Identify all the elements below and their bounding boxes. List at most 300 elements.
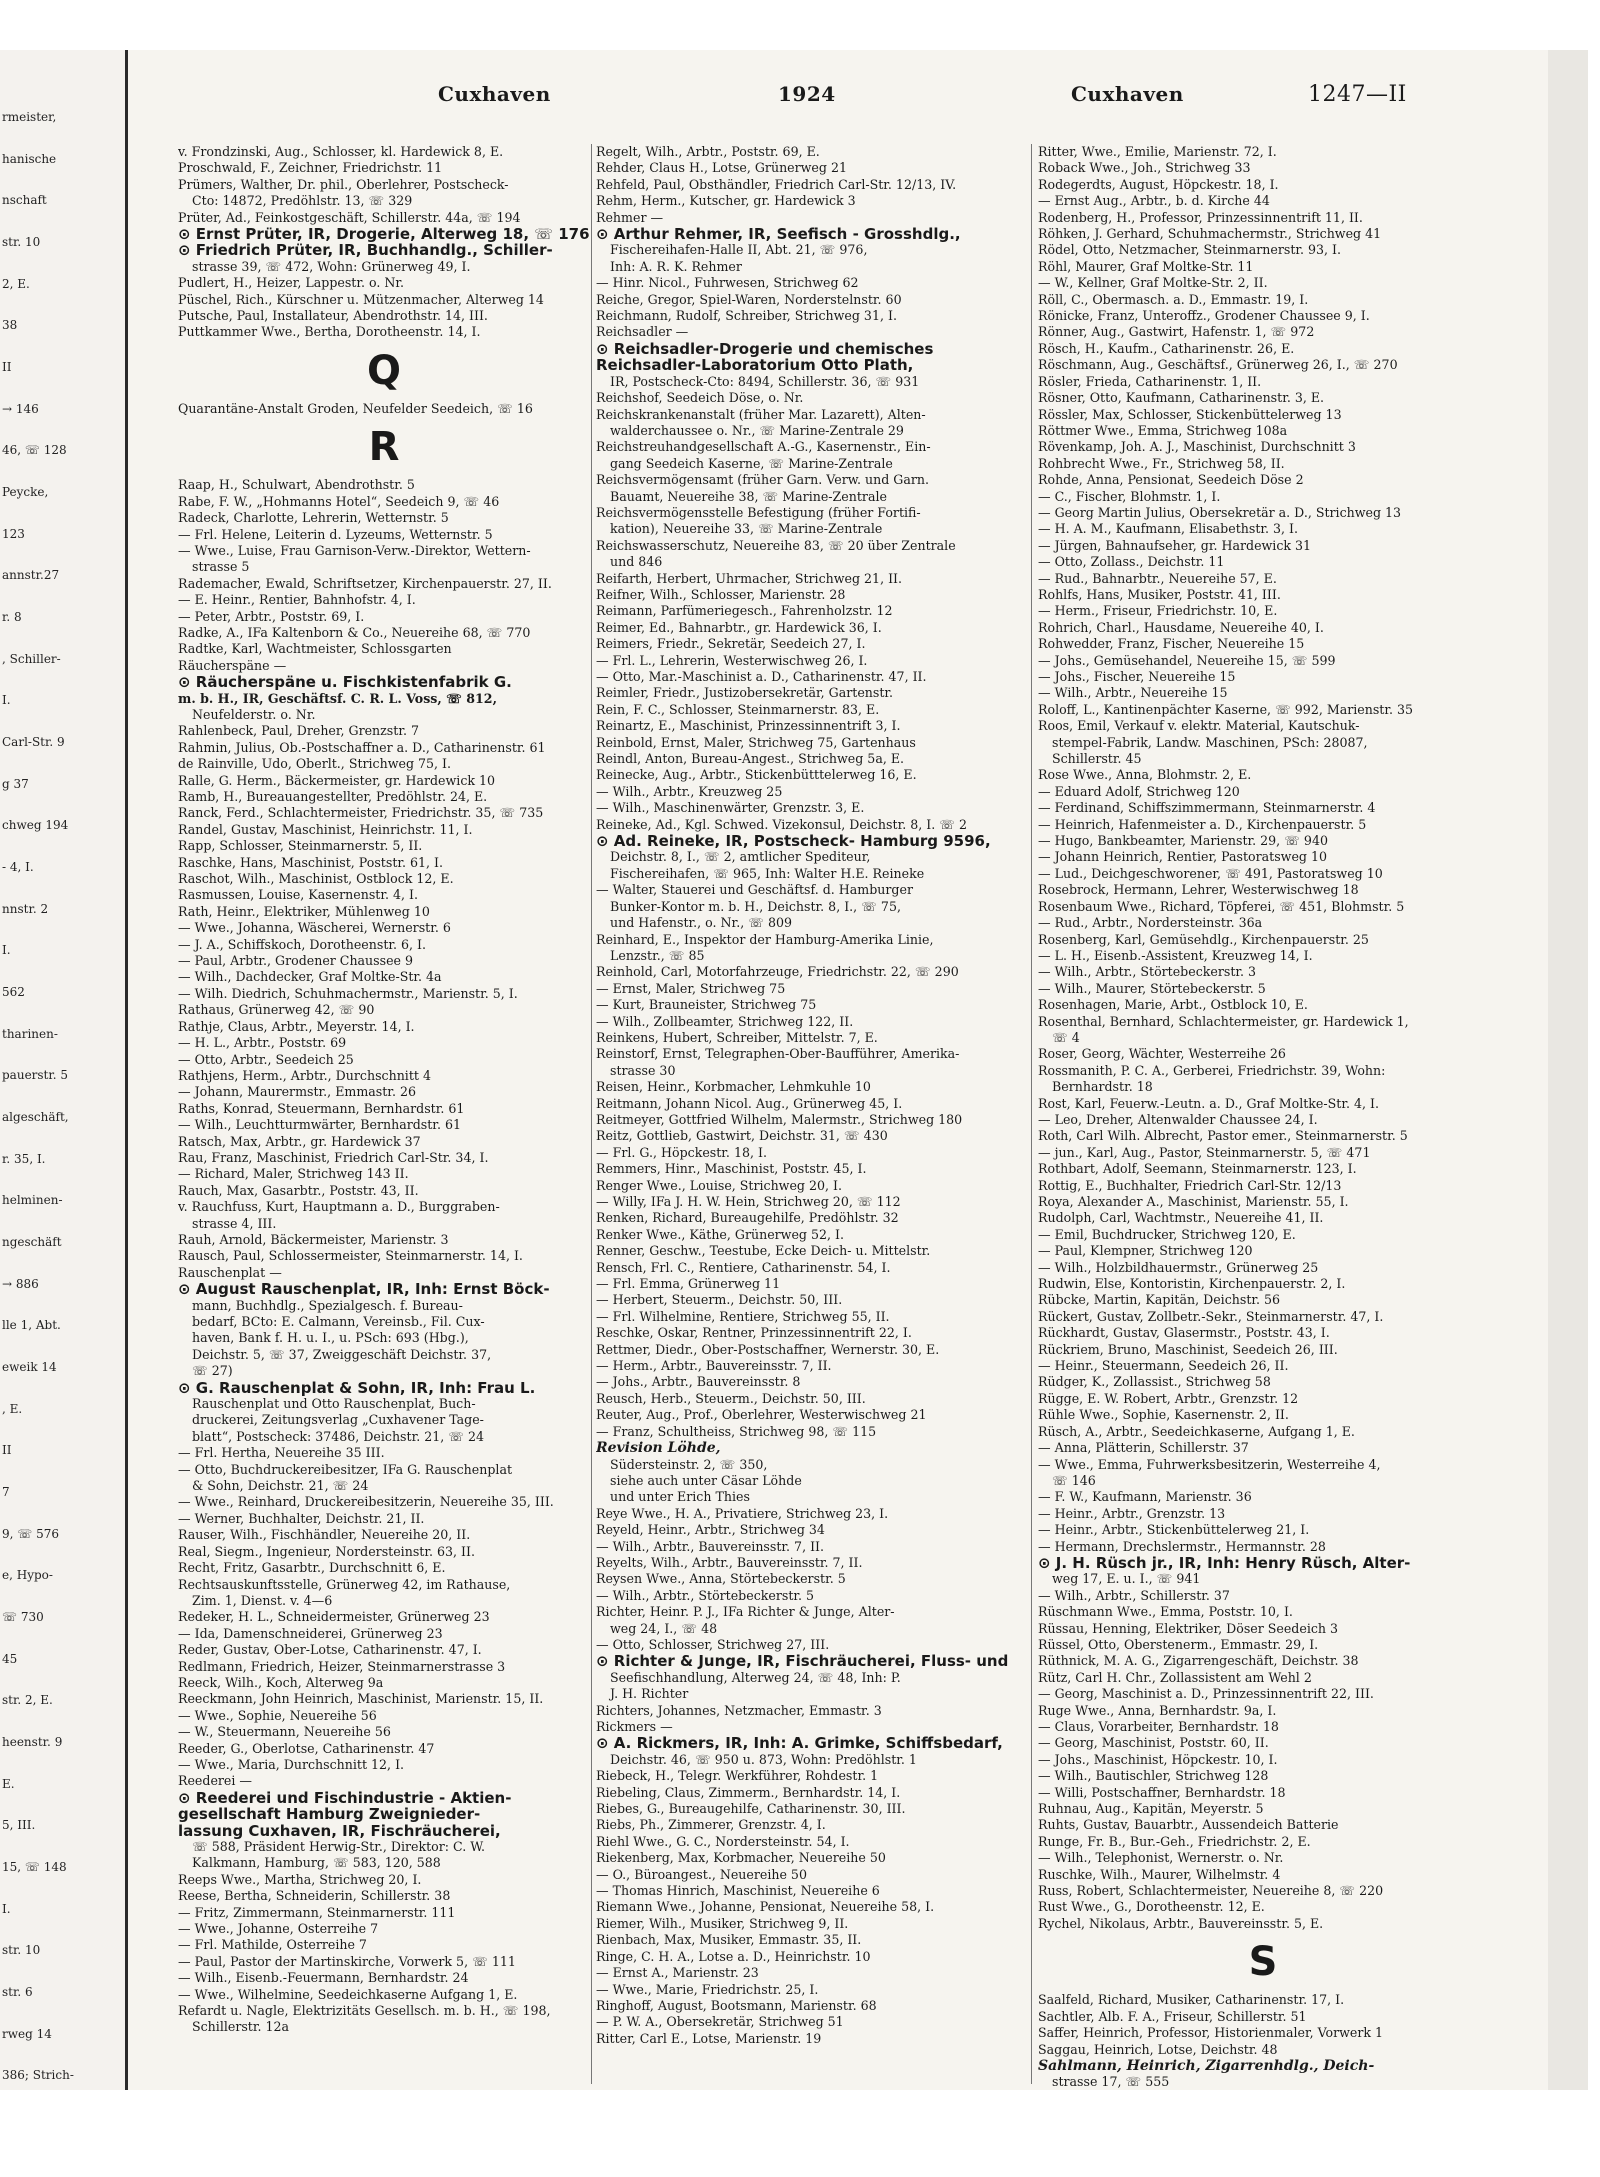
directory-entry: — Werner, Buchhalter, Deichstr. 21, II. [178,1510,425,1526]
directory-entry: — Jürgen, Bahnaufseher, gr. Hardewick 31 [1038,537,1312,553]
directory-entry: — Emil, Buchdrucker, Strichweg 120, E. [1038,1226,1296,1242]
previous-page-text-fragment: heenstr. 9 [2,1735,63,1749]
directory-entry: — Otto, Zollass., Deichstr. 11 [1038,554,1225,570]
previous-page-text-fragment: , Schiller- [2,651,61,666]
directory-entry-continuation: weg 24, I., ☏ 48 [610,1620,718,1636]
directory-entry: m. b. H., IR, Geschäftsf. C. R. L. Voss, ☏ 812, [178,690,497,706]
directory-entry: — Ernst, Maler, Strichweg 75 [596,980,786,996]
directory-entry: Radke, A., IFa Kaltenborn & Co., Neuereihe 68, ☏ 770 [178,624,531,640]
directory-entry: Rathjens, Herm., Arbtr., Durchschnitt 4 [178,1067,431,1083]
directory-entry: Röschmann, Aug., Geschäftsf., Grünerweg 26, I., ☏ 270 [1038,357,1398,373]
directory-entry-continuation: haven, Bank f. H. u. I., u. PSch: 693 (Hbg.), [192,1330,469,1346]
previous-page-text-fragment: annstr.27 [2,568,60,583]
directory-entry: Ramb, H., Bureauangestellter, Predöhlstr. 24, E. [178,789,488,804]
directory-entry: Rudwin, Else, Kontoristin, Kirchenpauerstr. 2, I. [1038,1276,1346,1292]
directory-entry: — Herbert, Steuerm., Deichstr. 50, III. [596,1292,843,1308]
previous-page-text-fragment: 123 [2,526,25,541]
directory-entry: Reeder, G., Oberlotse, Catharinenstr. 47 [178,1740,435,1756]
directory-entry: — Wwe., Maria, Durchschnitt 12, I. [178,1756,405,1772]
directory-entry: — Wilh., Arbtr., Kreuzweg 25 [596,783,783,799]
directory-entry: Rademacher, Ewald, Schriftsetzer, Kirchenpauerstr. 27, II. [178,575,552,591]
previous-page-text-fragment: 562 [2,985,25,999]
directory-entry: — Paul, Klempner, Strichweg 120 [1038,1243,1253,1259]
directory-entry: Riebs, Ph., Zimmerer, Grenzstr. 4, I. [596,1817,826,1833]
previous-page-text-fragment: 2, E. [2,276,30,291]
previous-page-text-fragment: 5, III. [2,1818,36,1833]
directory-entry: Riebeck, H., Telegr. Werkführer, Rohdestr. 1 [596,1768,879,1784]
directory-entry: Reyelts, Wilh., Arbtr., Bauvereinsstr. 7, II. [596,1554,863,1570]
directory-entry: — Hugo, Bankbeamter, Marienstr. 29, ☏ 940 [1038,833,1328,849]
directory-entry-continuation: siehe auch unter Cäsar Löhde [610,1472,802,1488]
directory-entry: Regelt, Wilh., Arbtr., Poststr. 69, E. [596,144,820,159]
directory-entry: Roya, Alexander A., Maschinist, Marienstr. 55, I. [1038,1194,1349,1209]
directory-entry: Reifner, Wilh., Schlosser, Marienstr. 28 [596,586,846,602]
directory-entry: — jun., Karl, Aug., Pastor, Steinmarnerstr. 5, ☏ 471 [1038,1144,1371,1160]
directory-entry: ⊙ Friedrich Prüter, IR, Buchhandlg., Schiller- [178,242,553,259]
directory-entry-continuation: IR, Postscheck-Cto: 8494, Schillerstr. 36, ☏ 931 [610,373,920,389]
directory-entry: — Johs., Arbtr., Bauvereinsstr. 8 [596,1374,801,1390]
directory-entry: Redeker, H. L., Schneidermeister, Grünerweg 23 [178,1609,490,1625]
previous-page-text-fragment: str. 10 [2,1943,41,1958]
directory-entry: — Wilh., Arbtr., Störtebeckerstr. 5 [596,1587,815,1603]
directory-entry: Rein, F. C., Schlosser, Steinmarnerstr. 83, E. [596,701,880,717]
directory-entry: — Willi, Postschaffner, Bernhardstr. 18 [1038,1784,1286,1800]
directory-entry: Sachtler, Alb. F. A., Friseur, Schillerstr. 51 [1038,2008,1307,2024]
directory-entry: Rahmin, Julius, Ob.-Postschaffner a. D., Catharinenstr. 61 [178,739,546,755]
previous-page-text-fragment: 46, ☏ 128 [2,443,67,458]
section-letter: R [368,424,400,471]
directory-entry: Rehder, Claus H., Lotse, Grünerweg 21 [596,160,847,176]
directory-entry: — Rud., Arbtr., Nordersteinstr. 36a [1038,915,1263,931]
directory-entry: Saffer, Heinrich, Professor, Historienmaler, Vorwerk 1 [1038,2025,1384,2041]
directory-entry: Reeck, Wilh., Koch, Alterweg 9a [178,1674,384,1690]
directory-entry-continuation: J. H. Richter [610,1686,689,1702]
directory-entry: Raschke, Hans, Maschinist, Poststr. 61, I. [178,854,444,870]
directory-entry: Rauschenplat — [178,1264,282,1280]
directory-entry: Röhl, Maurer, Graf Moltke-Str. 11 [1038,258,1254,274]
previous-page-text-fragment: r. 35, I. [2,1151,46,1166]
directory-entry: — C., Fischer, Blohmstr. 1, I. [1038,488,1221,504]
directory-entry: Ritter, Carl E., Lotse, Marienstr. 19 [596,2030,822,2046]
directory-entry-continuation: walderchaussee o. Nr., ☏ Marine-Zentrale 29 [610,422,904,438]
directory-entry-continuation: Kalkmann, Hamburg, ☏ 583, 120, 588 [192,1855,441,1871]
previous-page-text-fragment: r. 8 [2,610,22,624]
directory-entry: Reitmeyer, Gottfried Wilhelm, Malermstr., Strichweg 180 [596,1111,963,1127]
directory-column-2 [596,144,1026,2047]
directory-entry: Roth, Carl Wilh. Albrecht, Pastor emer., Steinmarnerstr. 5 [1038,1128,1408,1144]
directory-entry: Rabe, F. W., „Hohmanns Hotel“, Seedeich 9, ☏ 46 [178,493,500,509]
directory-entry: Renker Wwe., Käthe, Grünerweg 52, I. [596,1226,844,1242]
directory-entry: Reder, Gustav, Ober-Lotse, Catharinenstr. 47, I. [178,1642,482,1658]
directory-entry: Riebes, G., Bureaugehilfe, Catharinenstr. 30, III. [596,1801,906,1817]
directory-entry: Reichsvermögensamt (früher Garn. Verw. und Garn. [596,472,929,488]
directory-entry: Real, Siegm., Ingenieur, Nordersteinstr. 63, II. [178,1543,475,1559]
directory-entry: Rehmer — [596,209,664,225]
directory-entry: — Wilh., Leuchtturmwärter, Bernhardstr. 61 [178,1117,461,1133]
directory-entry: — F. W., Kaufmann, Marienstr. 36 [1038,1489,1252,1505]
directory-entry: — Hermann, Drechslermstr., Hermannstr. 28 [1038,1538,1326,1554]
directory-entry: — P. W. A., Obersekretär, Strichweg 51 [596,2014,844,2030]
directory-entry: Ruhnau, Aug., Kapitän, Meyerstr. 5 [1038,1801,1264,1817]
directory-entry: Sahlmann, Heinrich, Zigarrenhdlg., Deich- [1038,2057,1375,2074]
directory-entry: Rohrich, Charl., Hausdame, Neuereihe 40, I. [1038,619,1324,635]
directory-entry: — W., Steuermann, Neuereihe 56 [178,1724,391,1740]
directory-entry-continuation: Deichstr. 5, ☏ 37, Zweiggeschäft Deichstr. 37, [192,1346,492,1362]
directory-entry: Rütz, Carl H. Chr., Zollassistent am Wehl 2 [1038,1669,1312,1685]
directory-entry: Ruschke, Wilh., Maurer, Wilhelmstr. 4 [1038,1866,1281,1882]
directory-entry: Reinartz, E., Maschinist, Prinzessinnentrift 3, I. [596,718,901,734]
directory-entry: Putsche, Paul, Installateur, Abendrothstr. 14, III. [178,308,488,324]
directory-entry-continuation: Bauamt, Neuereihe 38, ☏ Marine-Zentrale [610,488,887,504]
directory-entry: — H. A. M., Kaufmann, Elisabethstr. 3, I. [1038,521,1299,537]
directory-entry: Reinhard, E., Inspektor der Hamburg-Amerika Linie, [596,931,934,947]
directory-entry: Rödel, Otto, Netzmacher, Steinmarnerstr. 93, I. [1038,242,1342,258]
directory-column-1 [178,144,590,2036]
previous-page-text-fragment: - 4, I. [2,860,34,874]
directory-entry: gesellschaft Hamburg Zweignieder- [178,1806,481,1823]
previous-page-text-fragment: g 37 [2,776,29,791]
directory-entry: Reichsadler — [596,324,689,340]
previous-page-text-fragment: 15, ☏ 148 [2,1860,67,1874]
previous-page-text-fragment: ☏ 730 [2,1610,44,1624]
directory-entry: — Fritz, Zimmermann, Steinmarnerstr. 111 [178,1904,456,1920]
directory-entry: — Wilh., Maurer, Störtebeckerstr. 5 [1038,980,1266,996]
directory-entry-continuation: Neufelderstr. o. Nr. [192,706,316,722]
directory-entry-continuation: Zim. 1, Dienst. v. 4—6 [192,1592,333,1608]
directory-entry: Rohbrecht Wwe., Fr., Strichweg 58, II. [1038,455,1285,471]
directory-entry: — Hinr. Nicol., Fuhrwesen, Strichweg 62 [596,275,859,291]
previous-page-text-fragment: rmeister, [2,110,57,124]
directory-entry: Prüter, Ad., Feinkostgeschäft, Schillerstr. 44a, ☏ 194 [178,209,521,225]
directory-entry-continuation: blatt“, Postscheck: 37486, Deichstr. 21, ☏ 24 [192,1428,485,1444]
directory-entry: — Wilh., Dachdecker, Graf Moltke-Str. 4a [178,969,442,985]
directory-entry: — Johann, Maurermstr., Emmastr. 26 [178,1084,416,1100]
scan-right-edge [1548,50,1588,2090]
previous-page-text-fragment: pauerstr. 5 [2,1068,69,1083]
previous-page-text-fragment: I. [2,1901,11,1916]
directory-entry: de Rainville, Udo, Oberlt., Strichweg 75, I. [178,756,452,772]
previous-page-text-fragment: II [2,360,12,374]
directory-entry: — Kurt, Brauneister, Strichweg 75 [596,997,817,1013]
directory-entry-continuation: ☏ 27) [192,1363,233,1379]
directory-entry-continuation: weg 17, E. u. I., ☏ 941 [1052,1571,1201,1587]
directory-entry: Rohde, Anna, Pensionat, Seedeich Döse 2 [1038,472,1304,488]
directory-entry: Rövenkamp, Joh. A. J., Maschinist, Durchschnitt 3 [1038,439,1356,455]
directory-entry: — Leo, Dreher, Altenwalder Chaussee 24, I. [1038,1111,1318,1127]
directory-entry: Rönner, Aug., Gastwirt, Hafenstr. 1, ☏ 972 [1038,324,1315,340]
directory-entry-continuation: Cto: 14872, Predöhlstr. 13, ☏ 329 [192,193,413,209]
directory-entry: — Otto, Mar.-Maschinist a. D., Catharinenstr. 47, II. [596,669,927,684]
directory-entry-continuation: druckerei, Zeitungsverlag „Cuxhavener Tage- [192,1412,484,1428]
directory-entry: Rodenberg, H., Professor, Prinzessinnentrift 11, II. [1038,209,1363,225]
directory-entry: — Ernst A., Marienstr. 23 [596,1965,759,1981]
directory-entry-continuation: Rauschenplat und Otto Rauschenplat, Buch- [192,1396,476,1412]
directory-entry: — Heinr., Steuermann, Seedeich 26, II. [1038,1358,1289,1374]
directory-entry: Reichsvermögensstelle Befestigung (früher Fortifi- [596,504,921,520]
directory-entry: Rapp, Schlosser, Steinmarnerstr. 5, II. [178,838,423,854]
directory-entry: — Otto, Schlosser, Strichweg 27, III. [596,1636,830,1652]
directory-entry: — Richard, Maler, Strichweg 143 II. [178,1166,409,1182]
directory-entry: Rau, Franz, Maschinist, Friedrich Carl-Str. 34, I. [178,1149,489,1165]
directory-entry: Reitz, Gottlieb, Gastwirt, Deichstr. 31, ☏ 430 [596,1128,888,1144]
directory-entry: — Heinrich, Hafenmeister a. D., Kirchenpauerstr. 5 [1038,816,1367,832]
directory-entry: — Thomas Hinrich, Maschinist, Neuereihe 6 [596,1883,880,1899]
directory-entry: Rathje, Claus, Arbtr., Meyerstr. 14, I. [178,1018,415,1034]
directory-entry: Reinkens, Hubert, Schreiber, Mittelstr. 7, E. [596,1029,878,1045]
section-letter: Q [366,347,401,394]
directory-entry: ⊙ G. Rauschenplat & Sohn, IR, Inh: Frau L. [178,1379,536,1397]
directory-entry: — Herm., Friseur, Friedrichstr. 10, E. [1038,603,1278,619]
directory-entry: Rosenhagen, Marie, Arbt., Ostblock 10, E. [1038,997,1308,1013]
directory-entry: Rasmussen, Louise, Kasernenstr. 4, I. [178,887,418,903]
directory-entry: Prümers, Walther, Dr. phil., Oberlehrer, Postscheck- [178,176,509,192]
directory-entry: lassung Cuxhaven, IR, Fischräucherei, [178,1822,501,1839]
directory-entry: Richter, Heinr. P. J., IFa Richter & Junge, Alter- [596,1604,895,1620]
directory-entry-continuation: Seefischhandlung, Alterweg 24, ☏ 48, Inh: P. [610,1669,901,1685]
directory-entry-continuation: stempel-Fabrik, Landw. Maschinen, PSch: 28087, [1052,734,1368,750]
directory-entry-continuation: gang Seedeich Kaserne, ☏ Marine-Zentrale [610,455,893,471]
column-divider [1031,144,1032,2084]
directory-entry: — Johs., Fischer, Neuereihe 15 [1038,669,1236,684]
previous-page-text-fragment: algeschäft, [2,1110,69,1124]
directory-entry: Proschwald, F., Zeichner, Friedrichstr. 11 [178,160,443,176]
directory-entry: — Franz, Schultheiss, Strichweg 98, ☏ 115 [596,1423,877,1439]
directory-entry: v. Frondzinski, Aug., Schlosser, kl. Hardewick 8, E. [178,144,504,159]
directory-entry: Röttmer Wwe., Emma, Strichweg 108a [1038,422,1288,438]
previous-page-edge [0,50,128,2090]
directory-entry: Rösler, Frieda, Catharinenstr. 1, II. [1038,373,1262,389]
directory-entry: — Johann Heinrich, Rentier, Pastoratsweg 10 [1038,849,1327,865]
directory-entry: Raschot, Wilh., Maschinist, Ostblock 12, E. [178,871,454,887]
directory-entry: ⊙ A. Rickmers, IR, Inh: A. Grimke, Schiffsbedarf, [596,1735,1003,1752]
directory-entry: Rausch, Paul, Schlossermeister, Steinmarnerstr. 14, I. [178,1248,523,1264]
directory-entry-continuation: und unter Erich Thies [610,1489,750,1505]
directory-entry: Reichmann, Rudolf, Schreiber, Strichweg 31, I. [596,308,897,324]
directory-entry: Rosebrock, Hermann, Lehrer, Westerwischweg 18 [1038,882,1359,898]
directory-entry: — Peter, Arbtr., Poststr. 69, I. [178,608,365,624]
directory-entry: Reese, Bertha, Schneiderin, Schillerstr. 38 [178,1888,451,1904]
directory-entry: — Wilh., Arbtr., Störtebeckerstr. 3 [1038,964,1257,980]
directory-entry: Rost, Karl, Feuerw.-Leutn. a. D., Graf Moltke-Str. 4, I. [1038,1095,1379,1111]
directory-entry: Rechtsauskunftsstelle, Grünerweg 42, im Rathause, [178,1576,511,1592]
directory-entry: Reschke, Oskar, Rentner, Prinzessinnentrift 22, I. [596,1325,912,1341]
directory-entry-continuation: bedarf, BCto: E. Calmann, Vereinsb., Fil. Cux- [192,1314,485,1329]
previous-page-text-fragment: str. 6 [2,1985,33,1999]
directory-entry-continuation: strasse 17, ☏ 555 [1052,2074,1170,2090]
previous-page-text-fragment: lle 1, Abt. [2,1318,61,1333]
directory-entry: — Georg, Maschinist, Poststr. 60, II. [1038,1735,1269,1751]
directory-entry: Ritter, Wwe., Emilie, Marienstr. 72, I. [1038,144,1277,159]
directory-entry: — Johs., Gemüsehandel, Neuereihe 15, ☏ 599 [1038,652,1336,668]
directory-entry: — Wwe., Reinhard, Druckereibesitzerin, Neuereihe 35, III. [178,1494,554,1510]
directory-entry: Rösner, Otto, Kaufmann, Catharinenstr. 3, E. [1038,390,1325,406]
directory-entry: Rosenthal, Bernhard, Schlachtermeister, gr. Hardewick 1, [1038,1013,1409,1029]
directory-entry: — Wilh., Arbtr., Neuereihe 15 [1038,685,1228,701]
directory-entry: Rüschmann Wwe., Emma, Poststr. 10, I. [1038,1604,1293,1620]
directory-entry: — Wilh., Arbtr., Schillerstr. 37 [1038,1587,1230,1603]
directory-entry: Rösch, H., Kaufm., Catharinenstr. 26, E. [1038,340,1295,356]
directory-entry: — Ernst Aug., Arbtr., b. d. Kirche 44 [1038,193,1270,209]
previous-page-text-fragment: Peycke, [2,485,49,499]
previous-page-text-fragment: str. 2, E. [2,1693,53,1708]
directory-entry: — H. L., Arbtr., Poststr. 69 [178,1035,347,1051]
directory-entry: Rychel, Nikolaus, Arbtr., Bauvereinsstr. 5, E. [1038,1915,1324,1931]
directory-entry: Revision Löhde, [596,1440,721,1457]
column-divider [591,144,592,2084]
directory-entry: Renken, Richard, Bureaugehilfe, Predöhlstr. 32 [596,1210,899,1226]
directory-entry: Randel, Gustav, Maschinist, Heinrichstr. 11, I. [178,821,473,837]
previous-page-text-fragment: → 146 [2,401,39,416]
directory-entry: Saggau, Heinrich, Lotse, Deichstr. 48 [1038,2041,1278,2057]
directory-entry: Riemer, Wilh., Musiker, Strichweg 9, II. [596,1915,849,1931]
directory-entry: ⊙ J. H. Rüsch jr., IR, Inh: Henry Rüsch, Alter- [1038,1554,1411,1572]
directory-entry: Rückert, Gustav, Zollbetr.-Sekr., Steinmarnerstr. 47, I. [1038,1308,1384,1324]
directory-entry: — Rud., Bahnarbtr., Neuereihe 57, E. [1038,570,1277,586]
directory-entry: Reichswasserschutz, Neuereihe 83, ☏ 20 über Zentrale [596,537,956,553]
directory-entry: Riebeling, Claus, Zimmerm., Bernhardstr. 14, I. [596,1784,901,1800]
previous-page-text-fragment: Carl-Str. 9 [2,735,65,749]
directory-entry: Reimer, Ed., Bahnarbtr., gr. Hardewick 36, I. [596,619,882,635]
directory-entry: Radeck, Charlotte, Lehrerin, Wetternstr. 5 [178,510,449,526]
previous-page-text-fragment: I. [2,693,11,708]
directory-entry: — Frl. Hertha, Neuereihe 35 III. [178,1445,385,1461]
previous-page-text-fragment: 38 [2,318,18,333]
directory-entry: — Wwe., Wilhelmine, Seedeichkaserne Aufgang 1, E. [178,1986,518,2002]
header-year: 1924 [778,82,836,106]
directory-entry-continuation: strasse 39, ☏ 472, Wohn: Grünerweg 49, I. [192,258,471,274]
previous-page-text-fragment: 9, ☏ 576 [2,1526,59,1541]
directory-entry: Reichsadler-Laboratorium Otto Plath, [596,357,914,374]
directory-entry-continuation: & Sohn, Deichstr. 21, ☏ 24 [192,1478,369,1494]
directory-entry-continuation: Fischereihafen, ☏ 965, Inh: Walter H.E. Reineke [610,865,925,881]
directory-entry: Riemann Wwe., Johanne, Pensionat, Neuereihe 58, I. [596,1899,935,1915]
directory-entry-continuation: und 846 [610,554,663,570]
directory-entry: Rathaus, Grünerweg 42, ☏ 90 [178,1002,375,1018]
directory-entry: Renner, Geschw., Teestube, Ecke Deich- u. Mittelstr. [596,1243,931,1259]
directory-entry: — L. H., Eisenb.-Assistent, Kreuzweg 14, I. [1038,947,1313,963]
directory-entry: — Georg, Maschinist a. D., Prinzessinnentrift 22, III. [1038,1686,1374,1702]
directory-entry: — Wilh., Holzbildhauermstr., Grünerweg 25 [1038,1259,1319,1275]
directory-entry: Quarantäne-Anstalt Groden, Neufelder Seedeich, ☏ 16 [178,400,533,416]
directory-entry: Rickmers — [596,1719,673,1734]
directory-entry: — Frl. Emma, Grünerweg 11 [596,1276,781,1292]
directory-entry: Rose Wwe., Anna, Blohmstr. 2, E. [1038,767,1252,783]
directory-entry: — Frl. Wilhelmine, Rentiere, Strichweg 55, II. [596,1308,890,1324]
directory-entry-continuation: Schillerstr. 45 [1052,751,1142,767]
directory-entry: Reeps Wwe., Martha, Strichweg 20, I. [178,1871,422,1887]
directory-entry: Reichskrankenanstalt (früher Mar. Lazarett), Alten- [596,406,926,422]
directory-entry: — Willy, IFa J. H. W. Hein, Strichweg 20, ☏ 112 [596,1194,901,1209]
directory-entry: Renger Wwe., Louise, Strichweg 20, I. [596,1177,842,1193]
previous-page-text-fragment: nnstr. 2 [2,901,49,916]
directory-entry-continuation: Deichstr. 8, I., ☏ 2, amtlicher Spediteur, [610,849,871,865]
directory-entry-continuation: ☏ 146 [1052,1472,1096,1488]
directory-entry: ⊙ Räucherspäne u. Fischkistenfabrik G. [178,674,512,691]
directory-column-3 [1038,144,1488,2091]
directory-entry: — Heinr., Arbtr., Stickenbüttelerweg 21, I. [1038,1522,1310,1538]
directory-entry: — Frl. Helene, Leiterin d. Lyzeums, Wetternstr. 5 [178,526,493,542]
directory-entry: Saalfeld, Richard, Musiker, Catharinenstr. 17, I. [1038,1992,1345,2008]
directory-entry: Richters, Johannes, Netzmacher, Emmastr. 3 [596,1702,882,1718]
directory-entry: Puttkammer Wwe., Bertha, Dorotheenstr. 14, I. [178,324,481,340]
directory-entry: — Wilh., Arbtr., Bauvereinsstr. 7, II. [596,1538,825,1554]
directory-entry: Russ, Robert, Schlachtermeister, Neuereihe 8, ☏ 220 [1038,1883,1384,1899]
directory-entry-continuation: strasse 4, III. [192,1215,277,1231]
directory-entry: Rauch, Max, Gasarbtr., Poststr. 43, II. [178,1182,419,1198]
directory-entry: Reimler, Friedr., Justizobersekretär, Gartenstr. [596,685,894,701]
directory-entry: — Wilh., Maschinenwärter, Grenzstr. 3, E. [596,800,865,816]
previous-page-text-fragment: e, Hypo- [2,1568,53,1583]
directory-entry: — Herm., Arbtr., Bauvereinsstr. 7, II. [596,1358,832,1374]
directory-entry: — Anna, Plätterin, Schillerstr. 37 [1038,1440,1249,1456]
directory-entry: Runge, Fr. B., Bur.-Geh., Friedrichstr. 2, E. [1038,1833,1311,1849]
directory-entry: Reyeld, Heinr., Arbtr., Strichweg 34 [596,1522,825,1538]
directory-entry: Ralle, G. Herm., Bäckermeister, gr. Hardewick 10 [178,772,496,788]
directory-entry: — O., Büroangest., Neuereihe 50 [596,1866,807,1882]
directory-entry: Reindl, Anton, Bureau-Angest., Strichweg 5a, E. [596,751,905,767]
directory-entry: Reiche, Gregor, Spiel-Waren, Norderstelnstr. 60 [596,291,902,307]
directory-entry: — Heinr., Arbtr., Grenzstr. 13 [1038,1505,1226,1521]
directory-entry-continuation: strasse 5 [192,559,250,575]
directory-entry: — Wilh., Bautischler, Strichweg 128 [1038,1768,1269,1784]
directory-entry: Reichstreuhandgesellschaft A.-G., Kasernenstr., Ein- [596,439,931,455]
directory-entry: Püschel, Rich., Kürschner u. Mützenmacher, Alterweg 14 [178,291,544,307]
directory-entry: Räucherspäne — [178,657,287,673]
previous-page-text-fragment: , E. [2,1401,23,1416]
directory-entry: — Ida, Damenschneiderei, Grünerweg 23 [178,1625,443,1641]
directory-entry: — Wwe., Johanna, Wäscherei, Wernerstr. 6 [178,920,451,936]
directory-entry: Reinecke, Aug., Arbtr., Stickenbütttelerweg 16, E. [596,767,917,783]
directory-entry: — Eduard Adolf, Strichweg 120 [1038,783,1240,799]
directory-entry: Recht, Fritz, Gasarbtr., Durchschnitt 6, E. [178,1560,446,1576]
directory-entry: Pudlert, H., Heizer, Lappestr. o. Nr. [178,275,405,291]
section-letter: S [1248,1939,1278,1986]
directory-entry: Reysen Wwe., Anna, Störtebeckerstr. 5 [596,1571,846,1587]
directory-entry: Ranck, Ferd., Schlachtermeister, Friedrichstr. 35, ☏ 735 [178,805,544,821]
directory-entry: Rust Wwe., G., Dorotheenstr. 12, E. [1038,1899,1265,1915]
directory-entry: — Wwe., Marie, Friedrichstr. 25, I. [596,1981,819,1997]
directory-entry: Rübcke, Martin, Kapitän, Deichstr. 56 [1038,1292,1281,1308]
directory-entry: Rosenbaum Wwe., Richard, Töpferei, ☏ 451, Blohmstr. 5 [1038,898,1405,914]
directory-entry: Rehfeld, Paul, Obsthändler, Friedrich Carl-Str. 12/13, IV. [596,176,957,192]
directory-entry: — Wwe., Luise, Frau Garnison-Verw.-Direktor, Wettern- [178,542,531,558]
directory-entry: — Wilh. Diedrich, Schuhmachermstr., Marienstr. 5, I. [178,985,518,1001]
directory-entry: Rottig, E., Buchhalter, Friedrich Carl-Str. 12/13 [1038,1177,1342,1193]
directory-entry-continuation: Schillerstr. 12a [192,2019,290,2035]
directory-entry: Rühle Wwe., Sophie, Kasernenstr. 2, II. [1038,1407,1289,1423]
directory-entry: Roos, Emil, Verkauf v. elektr. Material, Kautschuk- [1038,718,1360,734]
previous-page-text-fragment: I. [2,943,11,958]
directory-entry: Roser, Georg, Wächter, Westerreihe 26 [1038,1046,1286,1062]
directory-entry: — Ferdinand, Schiffszimmermann, Steinmarnerstr. 4 [1038,800,1376,816]
directory-entry: — Frl. L., Lehrerin, Westerwischweg 26, I. [596,652,868,668]
directory-entry: v. Rauchfuss, Kurt, Hauptmann a. D., Burggraben- [178,1199,500,1215]
directory-entry: — Walter, Stauerei und Geschäftsf. d. Hamburger [596,882,913,898]
directory-entry: Rohwedder, Franz, Fischer, Neuereihe 15 [1038,636,1305,652]
directory-entry: Rath, Heinr., Elektriker, Mühlenweg 10 [178,903,430,919]
header-city-left: Cuxhaven [438,82,551,106]
directory-entry: Reeckmann, John Heinrich, Maschinist, Marienstr. 15, II. [178,1691,544,1707]
directory-entry: ⊙ Reederei und Fischindustrie - Aktien- [178,1789,512,1807]
directory-entry-continuation: mann, Buchhdlg., Spezialgesch. f. Bureau- [192,1297,463,1313]
directory-entry: Ruge Wwe., Anna, Bernhardstr. 9a, I. [1038,1702,1277,1718]
directory-entry: Rensch, Frl. C., Rentiere, Catharinenstr. 54, I. [596,1259,891,1275]
directory-entry-continuation: Bunker-Kontor m. b. H., Deichstr. 8, I., ☏ 75, [610,898,901,914]
directory-entry: — Frl. G., Höpckestr. 18, I. [596,1144,767,1160]
previous-page-text-fragment: 7 [2,1485,10,1499]
previous-page-text-fragment: 45 [2,1651,18,1666]
directory-entry: Reineke, Ad., Kgl. Schwed. Vizekonsul, Deichstr. 8, I. ☏ 2 [596,816,967,832]
